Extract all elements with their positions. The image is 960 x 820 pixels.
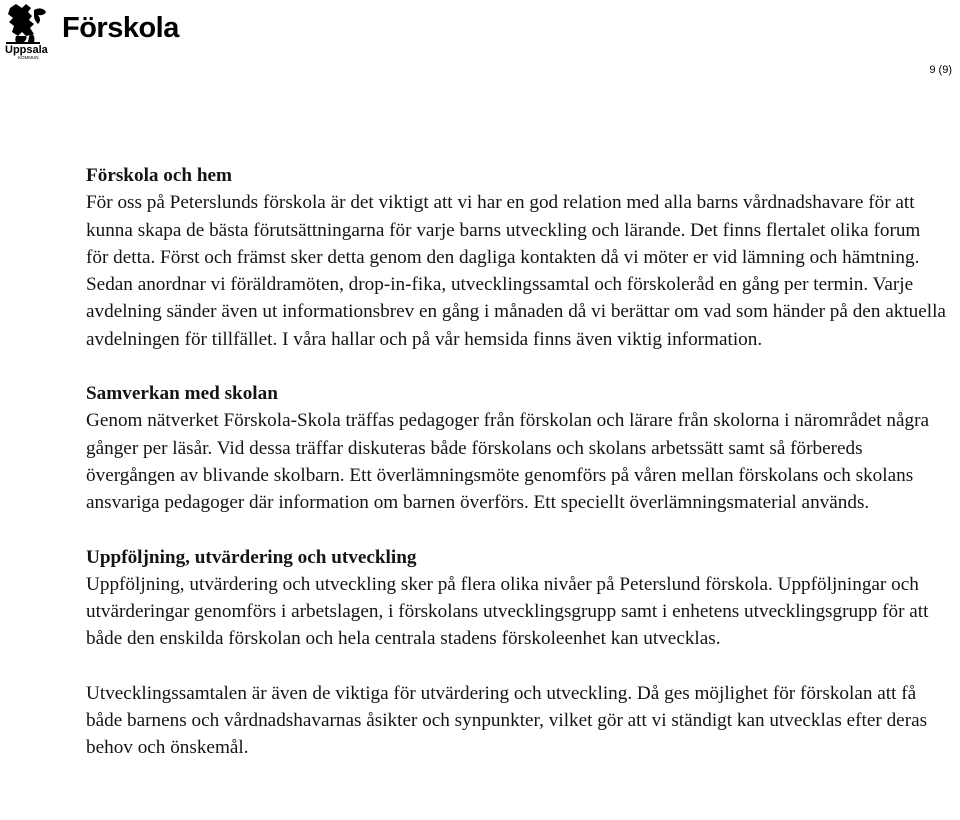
svg-text:Uppsala: Uppsala xyxy=(5,44,48,56)
uppsala-kommun-logo xyxy=(4,2,54,60)
section-body-uppfoljning: Uppföljning, utvärdering och utveckling sker på flera olika nivåer på Peterslund förskola. Uppföljningar och utvärderingar genomförs i arbetslagen, i förskolans utvecklingsgrupp samt i enhetens utvecklingsgrupp för att både den enskilda förskolan och hela centrala stadens förskoleenhet kan utvecklas. xyxy=(86,573,929,650)
section-heading-samverkan: Samverkan med skolan xyxy=(86,383,278,405)
section-heading-forskola-och-hem: Förskola och hem xyxy=(86,165,233,186)
section-body-samverkan: Genom nätverket Förskola-Skola träffas pedagoger från förskolan och lärare från skolorna i närområdet några gånger per läsår. Vid dessa träffar diskuteras både förskolans och skolans arbetssätt samt så förbereds övergången av blivande skolbarn. Ett överlämningsmöte genomförs på våren mellan förskolans och skolans ansvariga pedagoger där information om barnen överförs. Ett speciellt överlämningsmaterial används. xyxy=(86,410,930,514)
svg-text:KOMMUN: KOMMUN xyxy=(18,55,39,60)
crest-icon xyxy=(4,2,54,60)
section-heading-uppfoljning: Uppföljning, utvärdering och utveckling xyxy=(86,546,417,568)
paragraph-spacer xyxy=(86,353,946,380)
document-body xyxy=(86,162,946,762)
section-body-forskola-och-hem: För oss på Peterslunds förskola är det viktigt att vi har en god relation med alla barns vårdnadshavare för att kunna skapa de bästa förutsättningarna för varje barns utveckling och lärande. Det finns flertalet olika forum för detta. Först och främst sker detta genom den dagliga kontakten då vi möter er vid lämning och hämtning. Sedan anordnar vi föräldramöten, drop-in-fika, utvecklingssamtal och förskoleråd en gång per termin. Varje avdelning sänder även ut informationsbrev en gång i månaden då vi berättar om vad som händer på den aktuella avdelningen för tillfället. I våra hallar och på vår hemsida finns även viktig information. xyxy=(86,192,946,350)
page-number: 9 (9) xyxy=(929,64,952,76)
document-title: Förskola xyxy=(62,12,179,44)
section-body-utvecklingssamtal: Utvecklingssamtalen är även de viktiga för utvärdering och utveckling. Då ges möjlighet för förskolan att få både barnens och vårdnadshavarnas åsikter och synpunkter, vilket gör att vi ständigt kan utvecklas efter deras behov och önskemål. xyxy=(86,682,928,759)
paragraph-spacer xyxy=(86,517,946,544)
page-header xyxy=(0,0,960,70)
paragraph-spacer xyxy=(86,653,946,680)
